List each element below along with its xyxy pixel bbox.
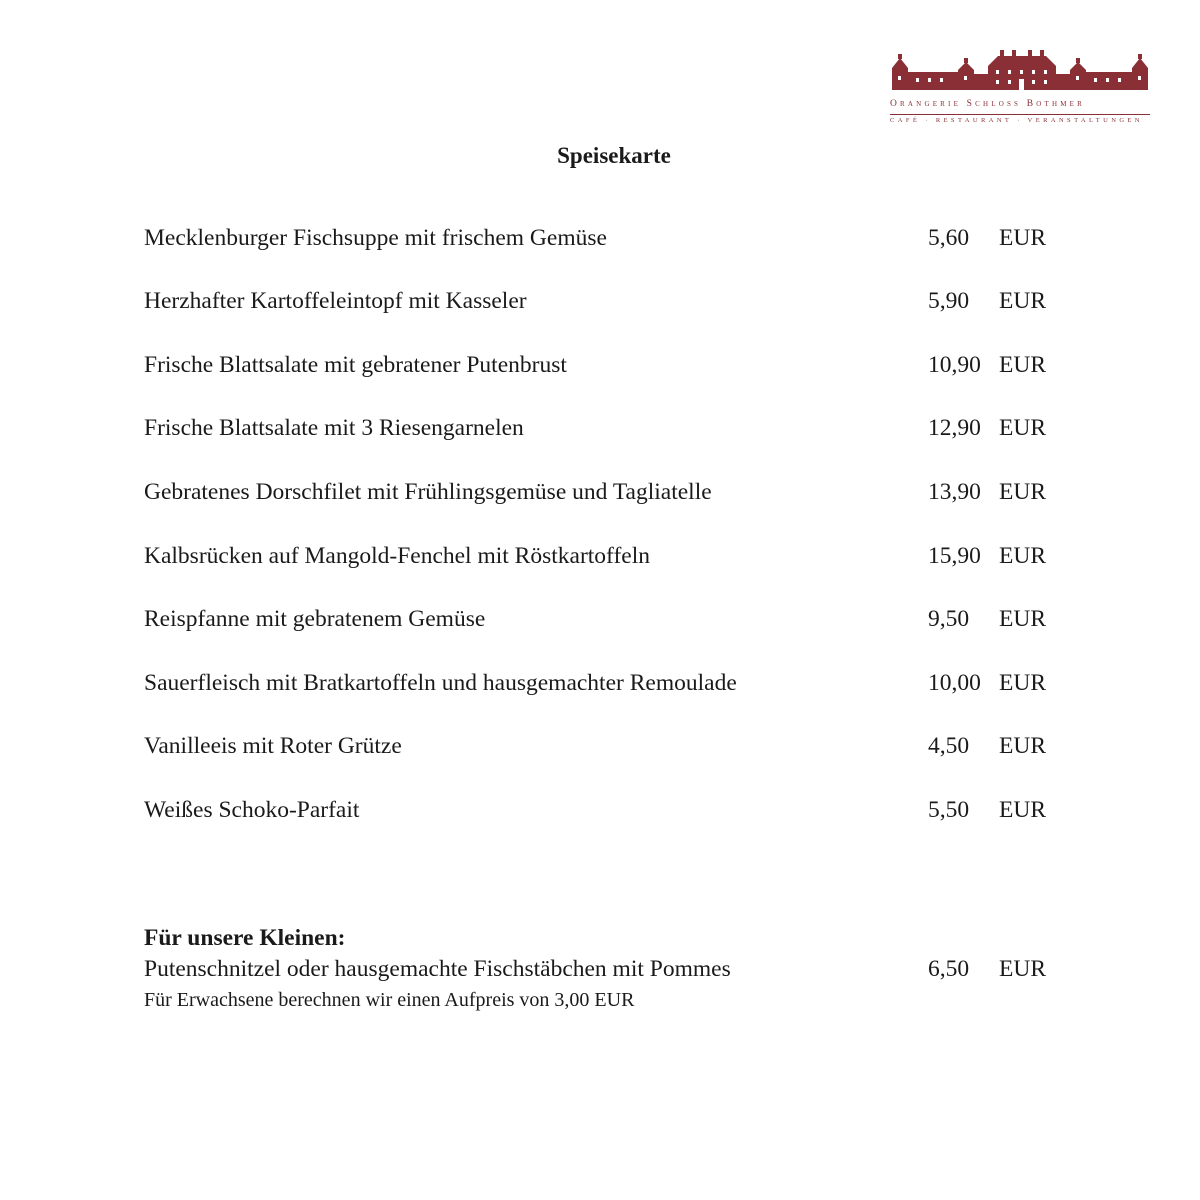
logo-tagline: CAFÉ · RESTAURANT · VERANSTALTUNGEN [890, 117, 1143, 124]
menu-item [144, 476, 1064, 508]
dish-price: 10,90 [928, 352, 981, 378]
menu-item [144, 222, 1064, 254]
page-title: Speisekarte [557, 143, 671, 168]
dish-name: Gebratenes Dorschfilet mit Frühlingsgemüse und Tagliatelle [144, 479, 712, 505]
dish-currency: EUR [999, 797, 1046, 823]
menu-item [144, 603, 1064, 635]
dish-name: Frische Blattsalate mit 3 Riesengarnelen [144, 415, 524, 441]
dish-price: 6,50 [928, 956, 970, 982]
dish-currency: EUR [999, 543, 1046, 569]
dish-currency: EUR [999, 225, 1046, 251]
kids-section-heading: Für unsere Kleinen: [144, 925, 346, 951]
menu-item [144, 412, 1064, 444]
dish-price: 4,50 [928, 733, 970, 759]
dish-price: 9,50 [928, 606, 970, 632]
dish-name: Reispfanne mit gebratenem Gemüse [144, 606, 486, 632]
restaurant-logo [886, 46, 1154, 132]
dish-name: Weißes Schoko-Parfait [144, 797, 360, 823]
dish-price: 12,90 [928, 415, 981, 441]
dish-price: 15,90 [928, 543, 981, 569]
dish-currency: EUR [999, 670, 1046, 696]
dish-price: 5,60 [928, 225, 970, 251]
dish-price: 5,50 [928, 797, 970, 823]
logo-name: Orangerie Schloss Bothmer [890, 99, 1086, 109]
dish-currency: EUR [999, 606, 1046, 632]
menu-item [144, 730, 1064, 762]
dish-name: Sauerfleisch mit Bratkartoffeln und hausgemachter Remoulade [144, 670, 737, 696]
dish-price: 13,90 [928, 479, 981, 505]
dish-name: Mecklenburger Fischsuppe mit frischem Gemüse [144, 225, 607, 251]
menu-item [144, 349, 1064, 381]
menu-item [144, 794, 1064, 826]
menu-item [144, 285, 1064, 317]
dish-name: Putenschnitzel oder hausgemachte Fischstäbchen mit Pommes [144, 956, 731, 982]
dish-currency: EUR [999, 956, 1046, 982]
dish-currency: EUR [999, 352, 1046, 378]
dish-name: Kalbsrücken auf Mangold-Fenchel mit Röstkartoffeln [144, 543, 650, 569]
menu-item [144, 540, 1064, 572]
menu-item [144, 667, 1064, 699]
kids-menu-item [144, 953, 1064, 985]
adult-surcharge-note: Für Erwachsene berechnen wir einen Aufpreis von 3,00 EUR [144, 989, 635, 1011]
dish-name: Frische Blattsalate mit gebratener Putenbrust [144, 352, 567, 378]
dish-name: Vanilleeis mit Roter Grütze [144, 733, 402, 759]
dish-currency: EUR [999, 288, 1046, 314]
dish-price: 5,90 [928, 288, 970, 314]
logo-divider [890, 114, 1150, 115]
dish-currency: EUR [999, 733, 1046, 759]
dish-currency: EUR [999, 415, 1046, 441]
dish-currency: EUR [999, 479, 1046, 505]
castle-logo-icon [886, 46, 1154, 96]
dish-name: Herzhafter Kartoffeleintopf mit Kasseler [144, 288, 527, 314]
dish-price: 10,00 [928, 670, 981, 696]
